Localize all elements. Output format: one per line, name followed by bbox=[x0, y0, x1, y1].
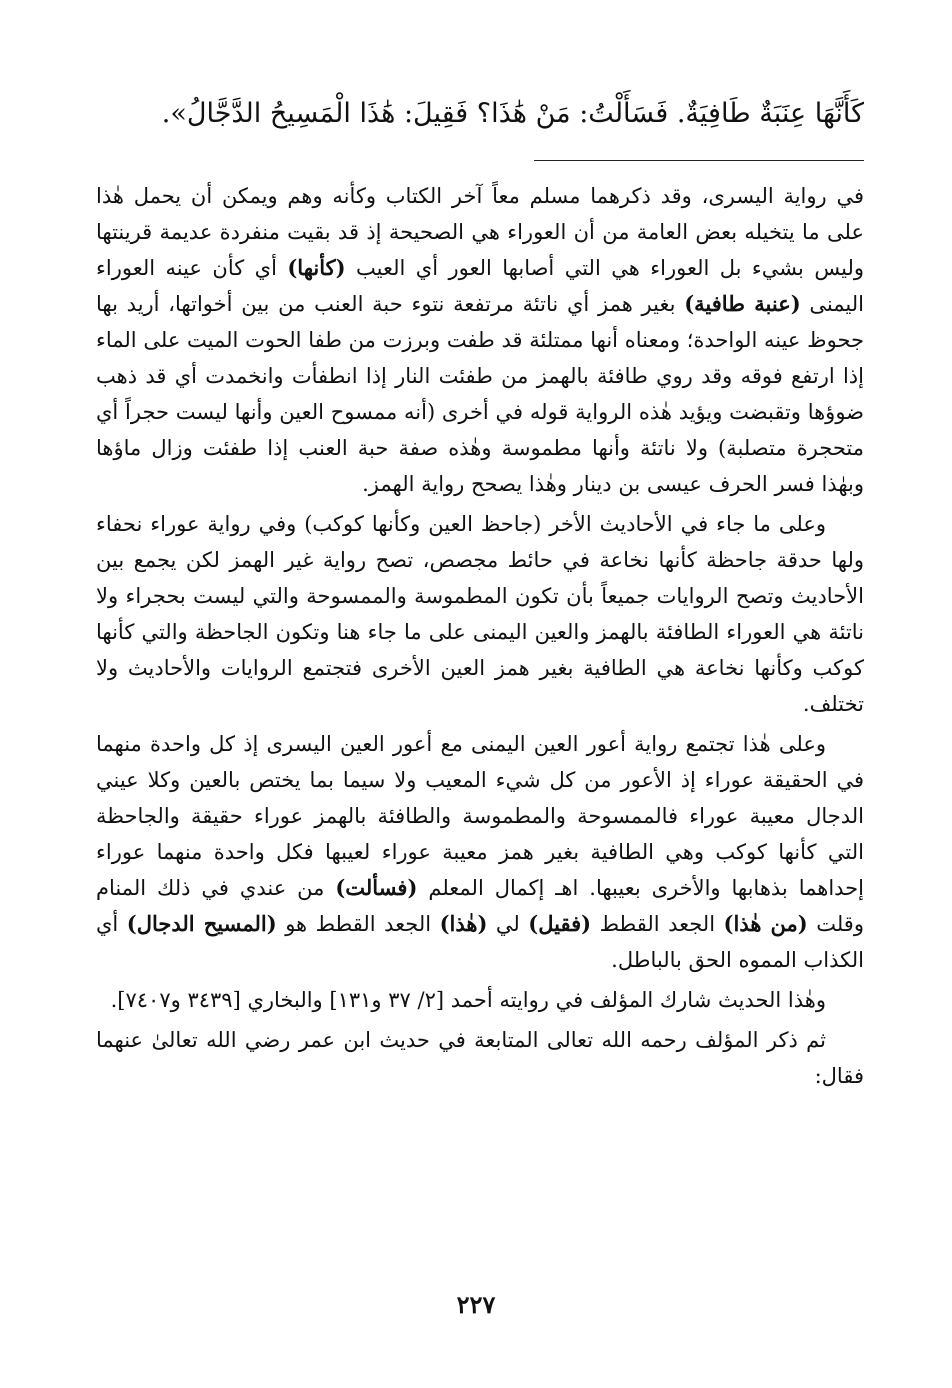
quoted-term: (فسألت) bbox=[335, 875, 418, 900]
hadith-text-line: كَأَنَّهَا عِنَبَةٌ طَافِيَةٌ. فَسَأَلْتُ: مَنْ هَٰذَا؟ فَقِيلَ: هَٰذَا الْمَسِيحُ الدَّجَّالُ». bbox=[161, 98, 864, 129]
commentary-text: لي bbox=[487, 912, 529, 936]
quoted-term: (كأنها) bbox=[287, 255, 346, 280]
commentary-text: وعلى هٰذا تجتمع رواية أعور العين اليمنى مع أعور العين اليسرى إذ كل واحدة منهما في الحقيقة عوراء إذ الأعور من كل شيء المعيب ولا سيما بما يختص بالعين وكلا عيني الدجال معيبة عوراء فالممسوحة والمطموسة والطافئة بالهمز عوراء حقيقة والجاحظة التي كأنها كوكب وهي الطافية بغير همز معيبة عوراء لعيبها فكل واحدة منهما عوراء إحداهما بذهابها والأخرى بعيبها. اهـ إكمال المعلم bbox=[96, 732, 864, 900]
commentary-block bbox=[96, 178, 864, 1098]
commentary-paragraph-5: ثم ذكر المؤلف رحمه الله تعالى المتابعة في حديث ابن عمر رضي الله تعالىٰ عنهما فقال: bbox=[96, 1028, 864, 1088]
quoted-term: (المسيح الدجال) bbox=[126, 911, 277, 936]
commentary-paragraph-2: وعلى ما جاء في الأحاديث الأخر (جاحظ العين وكأنها كوكب) وفي رواية عوراء نحفاء ولها حدقة جاحظة كأنها نخاعة في حائط مجصص، تصح رواية غير الهمز لكن يجمع بين الأحاديث وتصح الروايات جميعاً بأن تكون المطموسة والممسوحة والتي ليست بحجراء ولا ناتئة هي العوراء الطافئة بالهمز والعين اليمنى على ما جاء هنا وتكون الجاحظة والتي كأنها كوكب وكأنها نخاعة هي الطافية بغير همز العين الأخرى فتجتمع الروايات والأحاديث ولا تختلف. bbox=[96, 512, 864, 716]
commentary-text: بغير همز أي ناتئة مرتفعة نتوء حبة العنب من بين أخواتها، أريد بها جحوظ عينه الواحدة؛ ومعناه أنها ممتلئة قد طفت وبرزت من طفا الحوت الميت على الماء إذا ارتفع فوقه وقد روي طافئة بالهمز من طفئت النار إذا انطفأت وانخمدت أي قد ذهب ضوؤها وتقبضت ويؤيد هٰذه الرواية قوله في أخرى (أنه ممسوح العين وأنها ليست حجراً أي متحجرة متصلبة) ولا ناتئة وأنها مطموسة وهٰذه صفة حبة العنب إذا طفئت وزال ماؤها وبهٰذا فسر الحرف عيسى بن دينار وهٰذا يصحح رواية الهمز. bbox=[96, 292, 864, 496]
commentary-text: أي الكذاب المموه الحق بالباطل. bbox=[96, 912, 864, 972]
commentary-paragraph-3 bbox=[96, 726, 864, 978]
commentary-paragraph-4: وهٰذا الحديث شارك المؤلف في روايته أحمد [٢/ ٣٧ و١٣١] والبخاري [٣٤٣٩ و٧٤٠٧]. bbox=[110, 988, 826, 1012]
commentary-text: الجعد القطط هو bbox=[276, 912, 440, 936]
commentary-text: أي كأن عينه العوراء اليمنى bbox=[96, 256, 864, 316]
commentary-text: في رواية اليسرى، وقد ذكرهما مسلم معاً آخر الكتاب وكأنه وهم ويمكن أن يحمل هٰذا على ما يتخيله بعض العامة من أن العوراء هي الصحيحة إذ قد بقيت منفردة عديمة قرينتها وليس بشيء بل العوراء هي التي أصابها العور أي العيب bbox=[96, 184, 864, 280]
page-number: ٢٢٧ bbox=[456, 1290, 496, 1319]
commentary-text: من عندي في ذلك المنام وقلت bbox=[96, 876, 864, 936]
quoted-term: (هٰذا) bbox=[439, 911, 488, 936]
quoted-term: (عنبة طافية) bbox=[684, 291, 801, 316]
commentary-text: الجعد القطط bbox=[591, 912, 724, 936]
quoted-term: (فقيل) bbox=[528, 911, 592, 936]
footnote-separator-rule bbox=[534, 160, 864, 161]
quoted-term: (من هٰذا) bbox=[723, 911, 808, 936]
commentary-paragraph-1 bbox=[96, 178, 864, 502]
